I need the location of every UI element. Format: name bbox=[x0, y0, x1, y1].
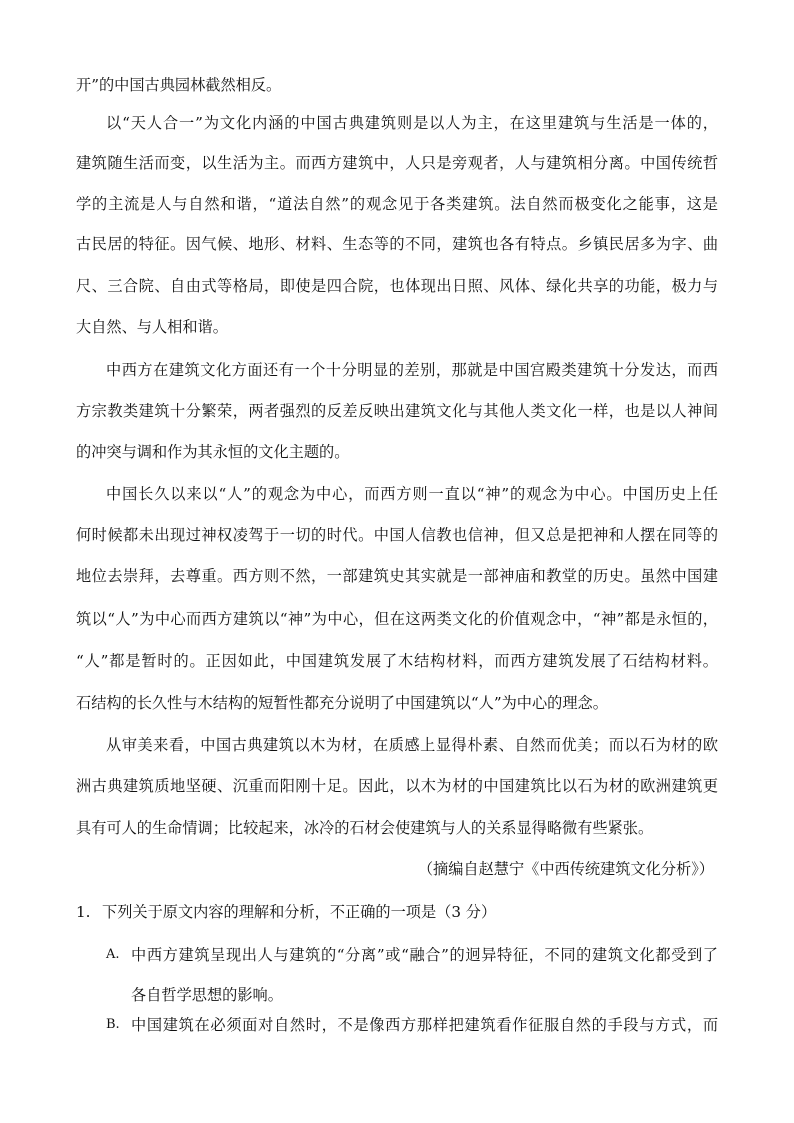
question-text: 下列关于原文内容的理解和分析，不正确的一项是（3 分） bbox=[102, 903, 497, 921]
passage-line: 地位去崇拜，去尊重。西方则不然，一部建筑史其实就是一部神庙和教堂的历史。虽然中国建 bbox=[76, 567, 718, 585]
passage-line: 中国长久以来以“人”的观念为中心，而西方则一直以“神”的观念为中心。中国历史上任 bbox=[106, 485, 718, 503]
passage-line: 方宗教类建筑十分繁荣，两者强烈的反差反映出建筑文化与其他人类文化一样，也是以人神间 bbox=[76, 402, 718, 420]
passage-line: 中西方在建筑文化方面还有一个十分明显的差别，那就是中国宫殿类建筑十分发达，而西 bbox=[106, 361, 718, 379]
passage-line: 大自然、与人相和谐。 bbox=[76, 318, 228, 336]
passage-line: 具有可人的生命情调；比较起来，冰冷的石材会使建筑与人的关系显得略微有些紧张。 bbox=[76, 819, 654, 837]
option-label-b: B. bbox=[106, 1017, 120, 1032]
passage-line: 以“天人合一”为文化内涵的中国古典建筑则是以人为主，在这里建筑与生活是一体的， bbox=[106, 114, 718, 132]
option-b-line: 中国建筑在必须面对自然时，不是像西方那样把建筑看作征服自然的手段与方式，而 bbox=[131, 1016, 718, 1034]
passage-line: 建筑随生活而变，以生活为主。而西方建筑中，人只是旁观者，人与建筑相分离。中国传统哲 bbox=[76, 154, 718, 172]
passage-line: 石结构的长久性与木结构的短暂性都充分说明了中国建筑以“人”为中心的理念。 bbox=[76, 694, 608, 712]
option-a-line: 各自哲学思想的影响。 bbox=[131, 986, 283, 1004]
passage-line: 尺、三合院、自由式等格局，即使是四合院，也体现出日照、风体、绿化共享的功能，极力与 bbox=[76, 277, 718, 295]
option-a-line: 中西方建筑呈现出人与建筑的“分离”或“融合”的迥异特征，不同的建筑文化都受到了 bbox=[131, 946, 718, 964]
passage-line: “人”都是暂时的。正因如此，中国建筑发展了木结构材料，而西方建筑发展了石结构材料。 bbox=[76, 652, 718, 670]
passage-line: 的冲突与调和作为其永恒的文化主题的。 bbox=[76, 443, 350, 461]
passage-line: 古民居的特征。因气候、地形、材料、生态等的不同，建筑也各有特点。乡镇民居多为字、曲 bbox=[76, 235, 718, 253]
passage-line: 洲古典建筑质地坚硬、沉重而阳刚十足。因此，以木为材的中国建筑比以石为材的欧洲建筑更 bbox=[76, 777, 718, 795]
passage-line: 学的主流是人与自然和谐，“道法自然”的观念见于各类建筑。法自然而极变化之能事，这是 bbox=[76, 195, 718, 213]
question-number: 1. bbox=[76, 903, 91, 921]
passage-line: 筑以“人”为中心而西方建筑以“神”为中心，但在这两类文化的价值观念中，“神”都是永恒的， bbox=[76, 610, 718, 628]
passage-line: 开”的中国古典园林截然相反。 bbox=[76, 76, 282, 94]
passage-line: 何时候都未出现过神权凌驾于一切的时代。中国人信教也信神，但又总是把神和人摆在同等的 bbox=[76, 526, 718, 544]
option-label-a: A. bbox=[106, 947, 120, 962]
passage-source: （摘编自赵慧宁《中西传统建筑文化分析》） bbox=[417, 860, 714, 878]
passage-line: 从审美来看，中国古典建筑以木为材，在质感上显得朴素、自然而优美；而以石为材的欧 bbox=[106, 736, 718, 754]
